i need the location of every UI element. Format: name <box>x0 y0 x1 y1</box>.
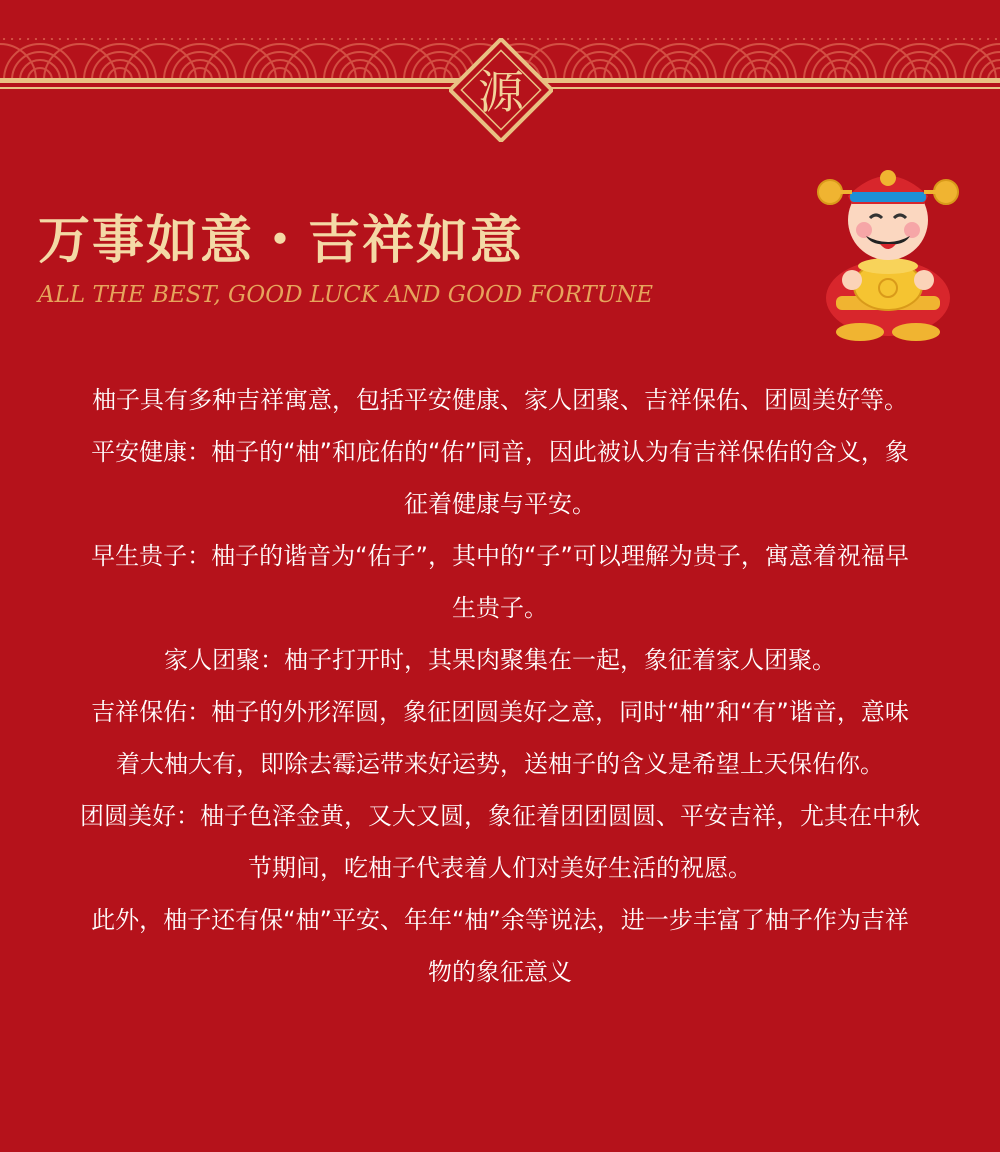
page-title: 万事如意・吉祥如意 <box>38 211 525 271</box>
paragraph: 此外，柚子还有保“柚”平安、年年“柚”余等说法，进一步丰富了柚子作为吉祥物的象征意义 <box>91 906 909 986</box>
paragraph: 团圆美好：柚子色泽金黄，又大又圆，象征着团团圆圆、平安吉祥，尤其在中秋节期间，吃柚子代表着人们对美好生活的祝愿。 <box>80 802 920 882</box>
paragraph: 平安健康：柚子的“柚”和庇佑的“佑”同音，因此被认为有吉祥保佑的含义，象征着健康与平安。 <box>91 438 909 518</box>
paragraph: 家人团聚：柚子打开时，其果肉聚集在一起，象征着家人团聚。 <box>164 646 836 674</box>
paragraph: 吉祥保佑：柚子的外形浑圆，象征团圆美好之意，同时“柚”和“有”谐音，意味着大柚大有，即除去霉运带来好运势，送柚子的含义是希望上天保佑你。 <box>91 698 909 778</box>
paragraph: 柚子具有多种吉祥寓意，包括平安健康、家人团聚、吉祥保佑、团圆美好等。 <box>92 386 908 414</box>
paragraph: 早生贵子：柚子的谐音为“佑子”，其中的“子”可以理解为贵子，寓意着祝福早生贵子。 <box>91 542 909 622</box>
page-subtitle: ALL THE BEST, GOOD LUCK AND GOOD FORTUNE <box>38 282 654 308</box>
article-body <box>80 374 920 998</box>
badge-character: 源 <box>478 65 524 119</box>
god-of-wealth-illustration <box>808 148 968 342</box>
